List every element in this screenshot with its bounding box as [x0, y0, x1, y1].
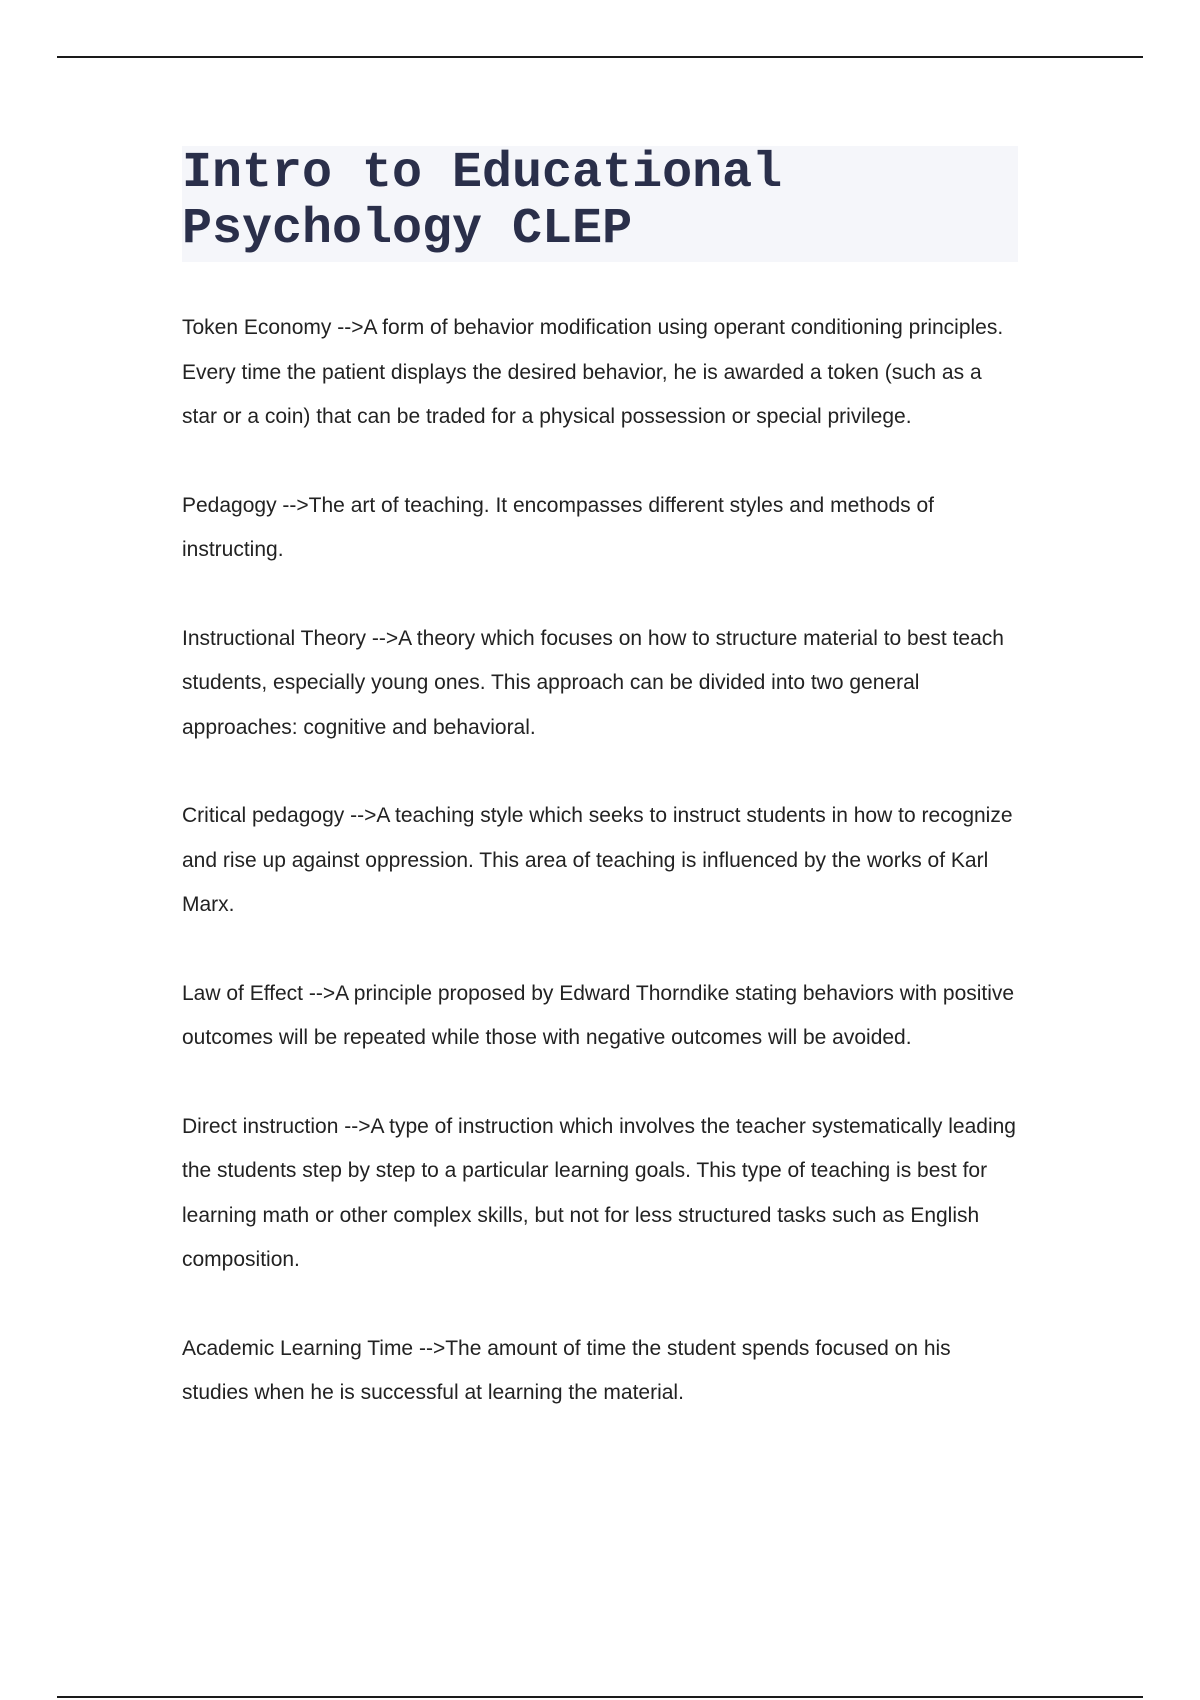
entry-separator: --> — [418, 1336, 446, 1360]
entry-definition: A principle proposed by Edward Thorndike stating behaviors with positive outcomes will be repeated while those with negative outcomes will be avoided. — [182, 981, 1015, 1049]
entry-term: Law of Effect — [182, 981, 309, 1005]
entry-definition: The amount of time the student spends focused on his studies when he is successful at learning the material. — [182, 1336, 951, 1404]
entry-separator: --> — [282, 493, 309, 517]
glossary-entry — [182, 972, 1018, 1061]
entry-separator: --> — [350, 804, 377, 827]
title-block — [182, 146, 1018, 262]
entry-definition: A form of behavior modification using operant conditioning principles. Every time the patient displays the desired behavior, he is awarded a token (such as a star or a coin) that can be traded for a physical possession or special privilege. — [182, 316, 1004, 428]
footer-rule — [57, 1696, 1143, 1698]
glossary-entry — [182, 484, 1018, 573]
document-body — [182, 146, 1018, 1460]
entry-definition: A teaching style which seeks to instruct students in how to recognize and rise up against oppression. This area of teaching is influenced by the works of Karl Marx. — [182, 804, 1013, 916]
entry-definition: A type of instruction which involves the teacher systematically leading the students step by step to a particular learning goals. This type of teaching is best for learning math or other complex skills, but not for less structured tasks such as English composition. — [182, 1114, 1016, 1271]
entry-term: Direct instruction — [182, 1114, 345, 1138]
entry-term: Token Economy — [182, 316, 338, 339]
entry-term: Pedagogy — [182, 493, 283, 517]
glossary-entry — [182, 617, 1018, 751]
entry-separator: --> — [344, 1114, 371, 1138]
glossary-entry — [182, 1105, 1018, 1283]
glossary-entry — [182, 306, 1018, 440]
entry-definition: The art of teaching. It encompasses different styles and methods of instructing. — [182, 493, 934, 561]
header-rule — [57, 56, 1143, 58]
glossary-entry — [182, 1327, 1018, 1416]
document-title: Intro to Educational Psychology CLEP — [182, 145, 783, 258]
entry-separator: --> — [308, 981, 336, 1005]
entry-term: Critical pedagogy — [182, 804, 351, 827]
entry-term: Instructional Theory — [182, 626, 372, 650]
entry-separator: --> — [337, 316, 364, 339]
entry-separator: --> — [371, 626, 399, 650]
glossary-entry — [182, 794, 1018, 928]
entry-definition: A theory which focuses on how to structure material to best teach students, especially young ones. This approach can be divided into two general approaches: cognitive and behavioral. — [182, 626, 1004, 739]
entry-term: Academic Learning Time — [182, 1336, 419, 1360]
